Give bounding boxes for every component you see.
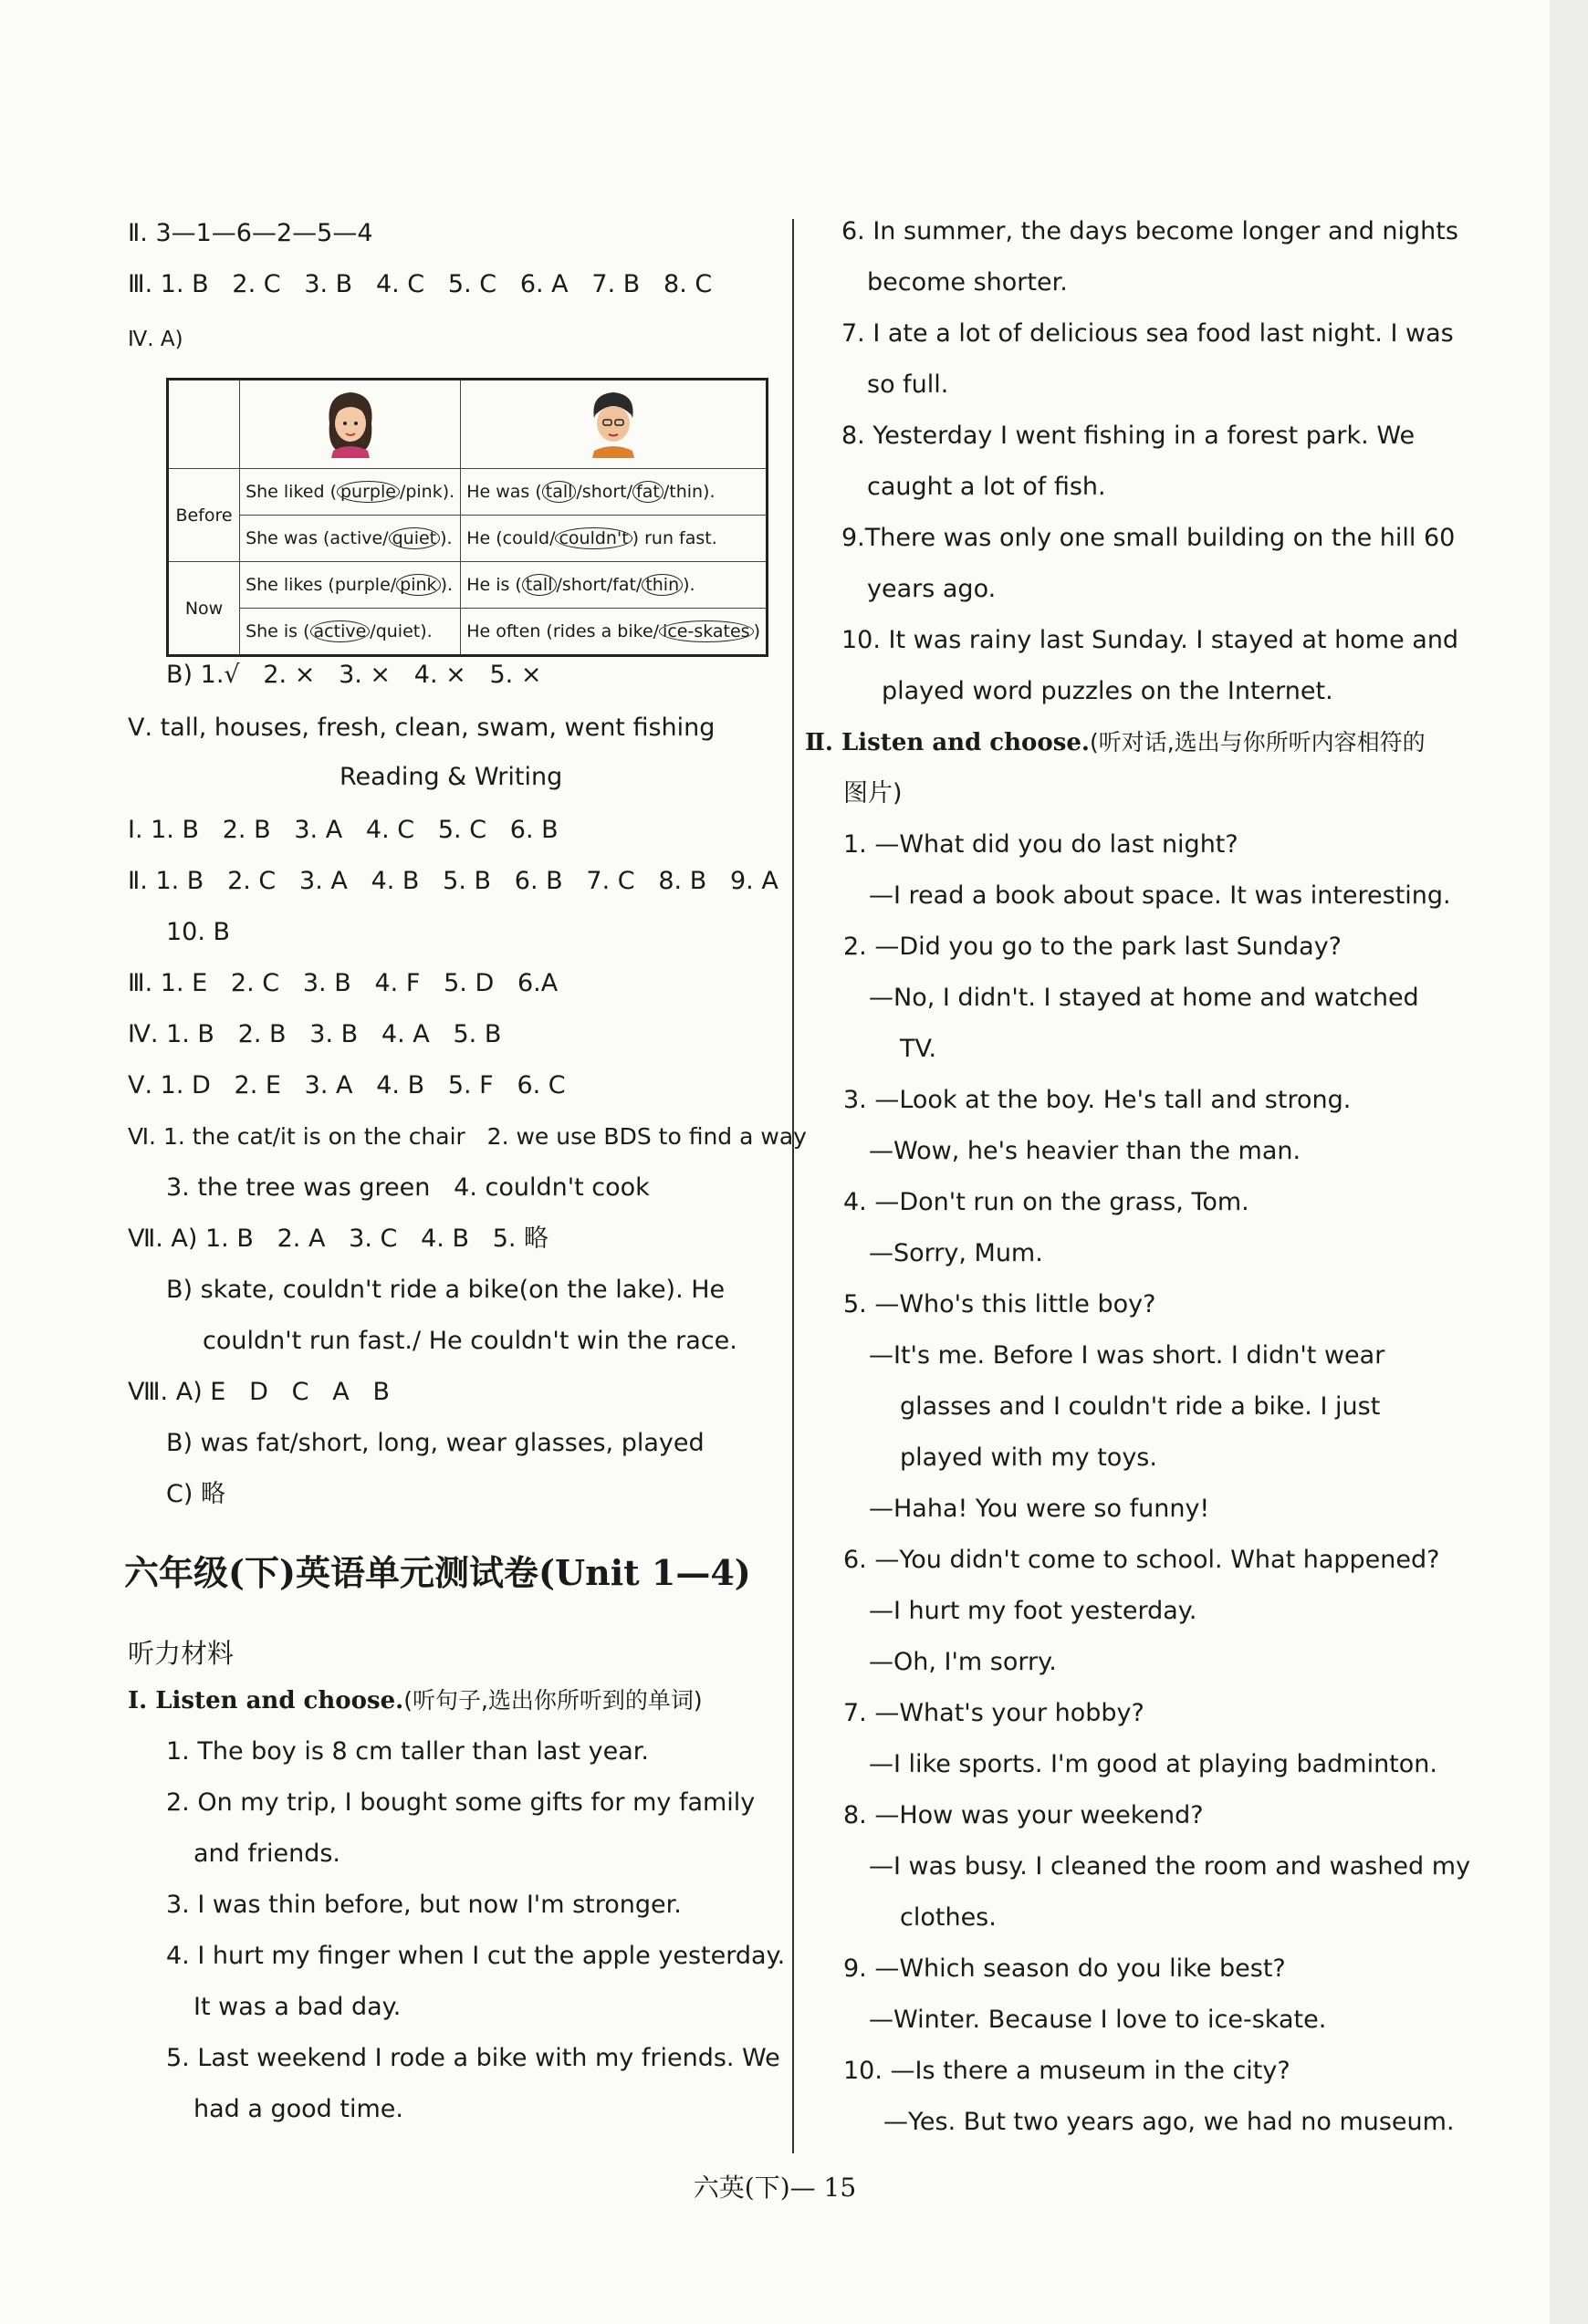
- dialog-3-a: —Wow, he's heavier than the man.: [869, 1137, 1301, 1165]
- dialog-5-reply: —Haha! You were so funny!: [869, 1495, 1210, 1523]
- rw-line-3: Ⅲ. 1. E 2. C 3. B 4. F 5. D 6.A: [128, 969, 559, 997]
- dialog-10-q: 10. —Is there a museum in the city?: [843, 2057, 1290, 2085]
- boy-before-build: [461, 469, 768, 516]
- girl-now-personality: [240, 609, 461, 656]
- column-divider: [792, 219, 794, 2153]
- section-1-heading: [128, 1684, 703, 1717]
- dialog-2-q: 2. —Did you go to the park last Sunday?: [843, 933, 1342, 961]
- s1-item-8: 8. Yesterday I went fishing in a forest park. We: [841, 422, 1416, 450]
- dialog-5-a-cont2: played with my toys.: [900, 1443, 1157, 1472]
- answer-line-4b: B) 1.√ 2. × 3. × 4. × 5. ×: [166, 661, 542, 689]
- boy-picture-cell: [461, 380, 768, 469]
- section-2-cn: (听对话,选出与你所听内容相符的: [1089, 729, 1426, 756]
- text: /pink).: [399, 482, 455, 502]
- dialog-9-a: —Winter. Because I love to ice-skate.: [869, 2006, 1327, 2034]
- dialog-1-a: —I read a book about space. It was interesting.: [869, 881, 1451, 910]
- circled-answer: fat: [632, 481, 663, 503]
- dialog-8-q: 8. —How was your weekend?: [843, 1801, 1204, 1829]
- text: ): [753, 621, 760, 641]
- dialog-3-q: 3. —Look at the boy. He's tall and strong.: [843, 1086, 1352, 1114]
- dialog-5-a-cont: glasses and I couldn't ride a bike. I just: [900, 1392, 1381, 1421]
- s1-item-4b: It was a bad day.: [193, 1993, 402, 2021]
- text: ).: [683, 575, 695, 595]
- rw-line-5: Ⅴ. 1. D 2. E 3. A 4. B 5. F 6. C: [128, 1071, 566, 1099]
- circled-answer: thin: [642, 574, 683, 596]
- s1-item-8b: caught a lot of fish.: [867, 473, 1106, 501]
- reading-writing-title: Reading & Writing: [340, 763, 563, 791]
- text: ).: [440, 528, 453, 548]
- text: She likes (purple/: [246, 575, 397, 595]
- text: /thin).: [663, 482, 716, 502]
- row-label-before: Before: [168, 469, 240, 562]
- dialog-9-q: 9. —Which season do you like best?: [843, 1954, 1286, 1983]
- text: ).: [440, 575, 454, 595]
- dialog-8-a-cont: clothes.: [900, 1903, 997, 1932]
- text: /quiet).: [370, 621, 433, 641]
- answer-line-5: Ⅴ. tall, houses, fresh, clean, swam, went fishing: [128, 714, 716, 742]
- s1-item-9: 9.There was only one small building on the hill 60: [841, 524, 1456, 552]
- boy-now-build: [461, 562, 768, 609]
- answer-line-2: Ⅱ. 3—1—6—2—5—4: [128, 219, 373, 247]
- rw-line-2b: 10. B: [166, 918, 231, 946]
- dialog-6-reply: —Oh, I'm sorry.: [869, 1648, 1057, 1676]
- dialog-6-q: 6. —You didn't come to school. What happened?: [843, 1546, 1440, 1574]
- circled-answer: quiet: [389, 527, 441, 549]
- dialog-7-q: 7. —What's your hobby?: [843, 1699, 1144, 1727]
- circled-answer: tall: [542, 481, 577, 503]
- answer-table: [166, 378, 768, 657]
- s1-item-3: 3. I was thin before, but now I'm stronger.: [166, 1891, 682, 1919]
- s1-item-2: 2. On my trip, I bought some gifts for my family: [166, 1788, 756, 1817]
- section-1-en: Ⅰ. Listen and choose.: [128, 1687, 404, 1714]
- rw-line-8c: C) 略: [166, 1480, 225, 1508]
- rw-line-8b: B) was fat/short, long, wear glasses, played: [166, 1429, 705, 1457]
- s1-item-4: 4. I hurt my finger when I cut the apple yesterday.: [166, 1942, 786, 1970]
- rw-line-6: Ⅵ. 1. the cat/it is on the chair 2. we use BDS to find a way: [128, 1123, 807, 1150]
- text: She is (: [246, 621, 310, 641]
- boy-before-ability: [461, 516, 768, 562]
- circled-answer: couldn't: [555, 527, 632, 549]
- s1-item-1: 1. The boy is 8 cm taller than last year.: [166, 1737, 649, 1766]
- dialog-6-a: —I hurt my foot yesterday.: [869, 1597, 1197, 1625]
- s1-item-7: 7. I ate a lot of delicious sea food last night. I was: [841, 319, 1454, 348]
- circled-answer: purple: [337, 481, 400, 503]
- dialog-2-a: —No, I didn't. I stayed at home and watched: [869, 984, 1419, 1012]
- dialog-5-a: —It's me. Before I was short. I didn't wear: [869, 1341, 1385, 1370]
- row-label-now: Now: [168, 562, 240, 656]
- rw-line-7: Ⅶ. A) 1. B 2. A 3. C 4. B 5. 略: [128, 1225, 549, 1253]
- rw-line-2: Ⅱ. 1. B 2. C 3. A 4. B 5. B 6. B 7. C 8. B 9. A: [128, 867, 778, 895]
- girl-before-color: [240, 469, 461, 516]
- rw-line-8: Ⅷ. A) E D C A B: [128, 1378, 390, 1406]
- dialog-4-a: —Sorry, Mum.: [869, 1239, 1043, 1267]
- section-2-cn-cont: 图片): [843, 779, 903, 808]
- rw-line-7c: couldn't run fast./ He couldn't win the race.: [203, 1327, 737, 1355]
- circled-answer: tall: [522, 574, 557, 596]
- s1-item-2b: and friends.: [193, 1839, 340, 1868]
- answer-line-3: Ⅲ. 1. B 2. C 3. B 4. C 5. C 6. A 7. B 8. C: [128, 270, 713, 298]
- rw-line-4: Ⅳ. 1. B 2. B 3. B 4. A 5. B: [128, 1020, 502, 1048]
- s1-item-6b: become shorter.: [867, 268, 1068, 297]
- rw-line-6b: 3. the tree was green 4. couldn't cook: [166, 1173, 650, 1202]
- rw-line-7b: B) skate, couldn't ride a bike(on the lake). He: [166, 1276, 726, 1304]
- girl-now-color: [240, 562, 461, 609]
- text: She liked (: [246, 482, 337, 502]
- s1-item-5: 5. Last weekend I rode a bike with my friends. We: [166, 2044, 780, 2072]
- dialog-10-a: —Yes. But two years ago, we had no museum.: [883, 2108, 1455, 2136]
- dialog-2-a-cont: TV.: [900, 1035, 937, 1063]
- page-edge: [1550, 0, 1588, 2324]
- circled-answer: active: [310, 620, 371, 642]
- s1-item-6: 6. In summer, the days become longer and nights: [841, 217, 1458, 245]
- text: /short/: [576, 482, 633, 502]
- s1-item-5b: had a good time.: [193, 2095, 403, 2123]
- unit-test-title: 六年级(下)英语单元测试卷(Unit 1—4): [124, 1552, 751, 1593]
- s1-item-9b: years ago.: [867, 575, 997, 603]
- text: He is (: [466, 575, 522, 595]
- circled-answer: ice-skates: [659, 620, 754, 642]
- listening-material-title: 听力材料: [128, 1638, 235, 1669]
- text: He often (rides a bike/: [466, 621, 660, 641]
- girl-icon: [319, 387, 382, 458]
- girl-before-personality: [240, 516, 461, 562]
- dialog-7-a: —I like sports. I'm good at playing badminton.: [869, 1750, 1437, 1778]
- s1-item-10b: played word puzzles on the Internet.: [882, 677, 1333, 705]
- text: ) run fast.: [632, 528, 717, 548]
- page-footer: 六英(下)— 15: [693, 2173, 857, 2203]
- rw-line-1: Ⅰ. 1. B 2. B 3. A 4. C 5. C 6. B: [128, 816, 559, 844]
- circled-answer: pink: [396, 574, 440, 596]
- boy-icon: [581, 387, 645, 458]
- dialog-5-q: 5. —Who's this little boy?: [843, 1290, 1156, 1318]
- table-corner: [168, 380, 240, 469]
- section-1-cn: (听句子,选出你所听到的单词): [403, 1687, 703, 1714]
- s1-item-10: 10. It was rainy last Sunday. I stayed at home and: [841, 626, 1459, 654]
- text: He was (: [466, 482, 542, 502]
- girl-picture-cell: [240, 380, 461, 469]
- answer-line-4a: Ⅳ. A): [128, 328, 183, 351]
- dialog-8-a: —I was busy. I cleaned the room and washed my: [869, 1852, 1471, 1881]
- section-2-en: Ⅱ. Listen and choose.: [805, 729, 1090, 756]
- text: He (could/: [466, 528, 556, 548]
- section-2-heading: [805, 726, 1426, 759]
- dialog-4-q: 4. —Don't run on the grass, Tom.: [843, 1188, 1249, 1216]
- text: She was (active/: [246, 528, 389, 548]
- dialog-1-q: 1. —What did you do last night?: [843, 830, 1238, 859]
- s1-item-7b: so full.: [867, 370, 949, 399]
- text: /short/fat/: [556, 575, 643, 595]
- boy-now-activity: [461, 609, 768, 656]
